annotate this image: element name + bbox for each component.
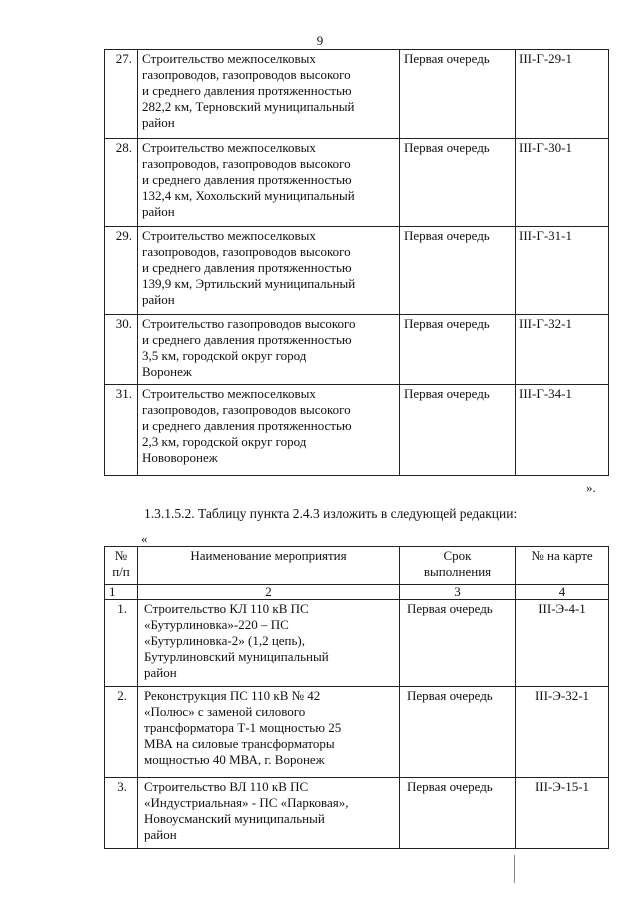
- header-number: № п/п: [105, 547, 138, 585]
- row-number: 29.: [105, 227, 138, 315]
- map-code: III-Э-15-1: [516, 778, 609, 849]
- table-row: [105, 687, 609, 778]
- header-map: № на карте: [516, 547, 609, 585]
- measure-term: Первая очередь: [400, 315, 516, 385]
- table-row: [105, 600, 609, 687]
- measure-term: Первая очередь: [400, 778, 516, 849]
- measure-term: Первая очередь: [400, 385, 516, 476]
- measure-description: Строительство газопроводов высокого и среднего давления протяженностью 3,5 км, городской округ город Воронеж: [138, 315, 400, 385]
- measures-table: [104, 546, 609, 849]
- measure-term: Первая очередь: [400, 139, 516, 227]
- table-row: [105, 385, 609, 476]
- measure-description: Строительство межпоселковых газопроводов, газопроводов высокого и среднего давления протяженностью 132,4 км, Хохольский муниципальный район: [138, 139, 400, 227]
- measure-term: Первая очередь: [400, 50, 516, 139]
- measure-description: Строительство КЛ 110 кВ ПС «Бутурлиновка»-220 – ПС «Бутурлиновка-2» (1,2 цепь), Бутурлиновский муниципальный район: [138, 600, 400, 687]
- column-index: 2: [138, 585, 400, 600]
- header-term: Срок выполнения: [400, 547, 516, 585]
- table-row: [105, 139, 609, 227]
- measure-term: Первая очередь: [400, 227, 516, 315]
- section-text: 1.3.1.5.2. Таблицу пункта 2.4.3 изложить в следующей редакции:: [144, 506, 518, 521]
- closing-quote: ».: [586, 480, 596, 495]
- column-index: 3: [400, 585, 516, 600]
- map-code: III-Э-32-1: [516, 687, 609, 778]
- map-code: III-Г-32-1: [516, 315, 609, 385]
- map-code: III-Г-30-1: [516, 139, 609, 227]
- measure-description: Строительство межпоселковых газопроводов, газопроводов высокого и среднего давления протяженностью 282,2 км, Терновский муниципальный район: [138, 50, 400, 139]
- margin-mark: [514, 855, 515, 883]
- measures-table-continued: [104, 49, 609, 476]
- row-number: 27.: [105, 50, 138, 139]
- header-name: Наименование мероприятия: [138, 547, 400, 585]
- table-row: [105, 227, 609, 315]
- row-number: 2.: [105, 687, 138, 778]
- row-number: 1.: [105, 600, 138, 687]
- table-row: [105, 50, 609, 139]
- measure-description: Строительство ВЛ 110 кВ ПС «Индустриальная» - ПС «Парковая», Новоусманский муниципальный район: [138, 778, 400, 849]
- map-code: III-Г-34-1: [516, 385, 609, 476]
- table-header-row: [105, 547, 609, 585]
- measure-term: Первая очередь: [400, 687, 516, 778]
- row-number: 28.: [105, 139, 138, 227]
- measure-term: Первая очередь: [400, 600, 516, 687]
- row-number: 30.: [105, 315, 138, 385]
- row-number: 31.: [105, 385, 138, 476]
- column-index: 1: [105, 585, 138, 600]
- row-number: 3.: [105, 778, 138, 849]
- opening-quote: «: [141, 531, 148, 546]
- table-row: [105, 778, 609, 849]
- page-number: 9: [316, 33, 324, 48]
- measure-description: Реконструкция ПС 110 кВ № 42 «Полюс» с заменой силового трансформатора Т-1 мощностью 25 МВА на силовые трансформаторы мощностью 40 МВА, г. Воронеж: [138, 687, 400, 778]
- map-code: III-Э-4-1: [516, 600, 609, 687]
- column-index: 4: [516, 585, 609, 600]
- measure-description: Строительство межпоселковых газопроводов, газопроводов высокого и среднего давления протяженностью 2,3 км, городской округ город Нововоронеж: [138, 385, 400, 476]
- map-code: III-Г-31-1: [516, 227, 609, 315]
- column-index-row: [105, 585, 609, 600]
- table-row: [105, 315, 609, 385]
- map-code: III-Г-29-1: [516, 50, 609, 139]
- measure-description: Строительство межпоселковых газопроводов, газопроводов высокого и среднего давления протяженностью 139,9 км, Эртильский муниципальный район: [138, 227, 400, 315]
